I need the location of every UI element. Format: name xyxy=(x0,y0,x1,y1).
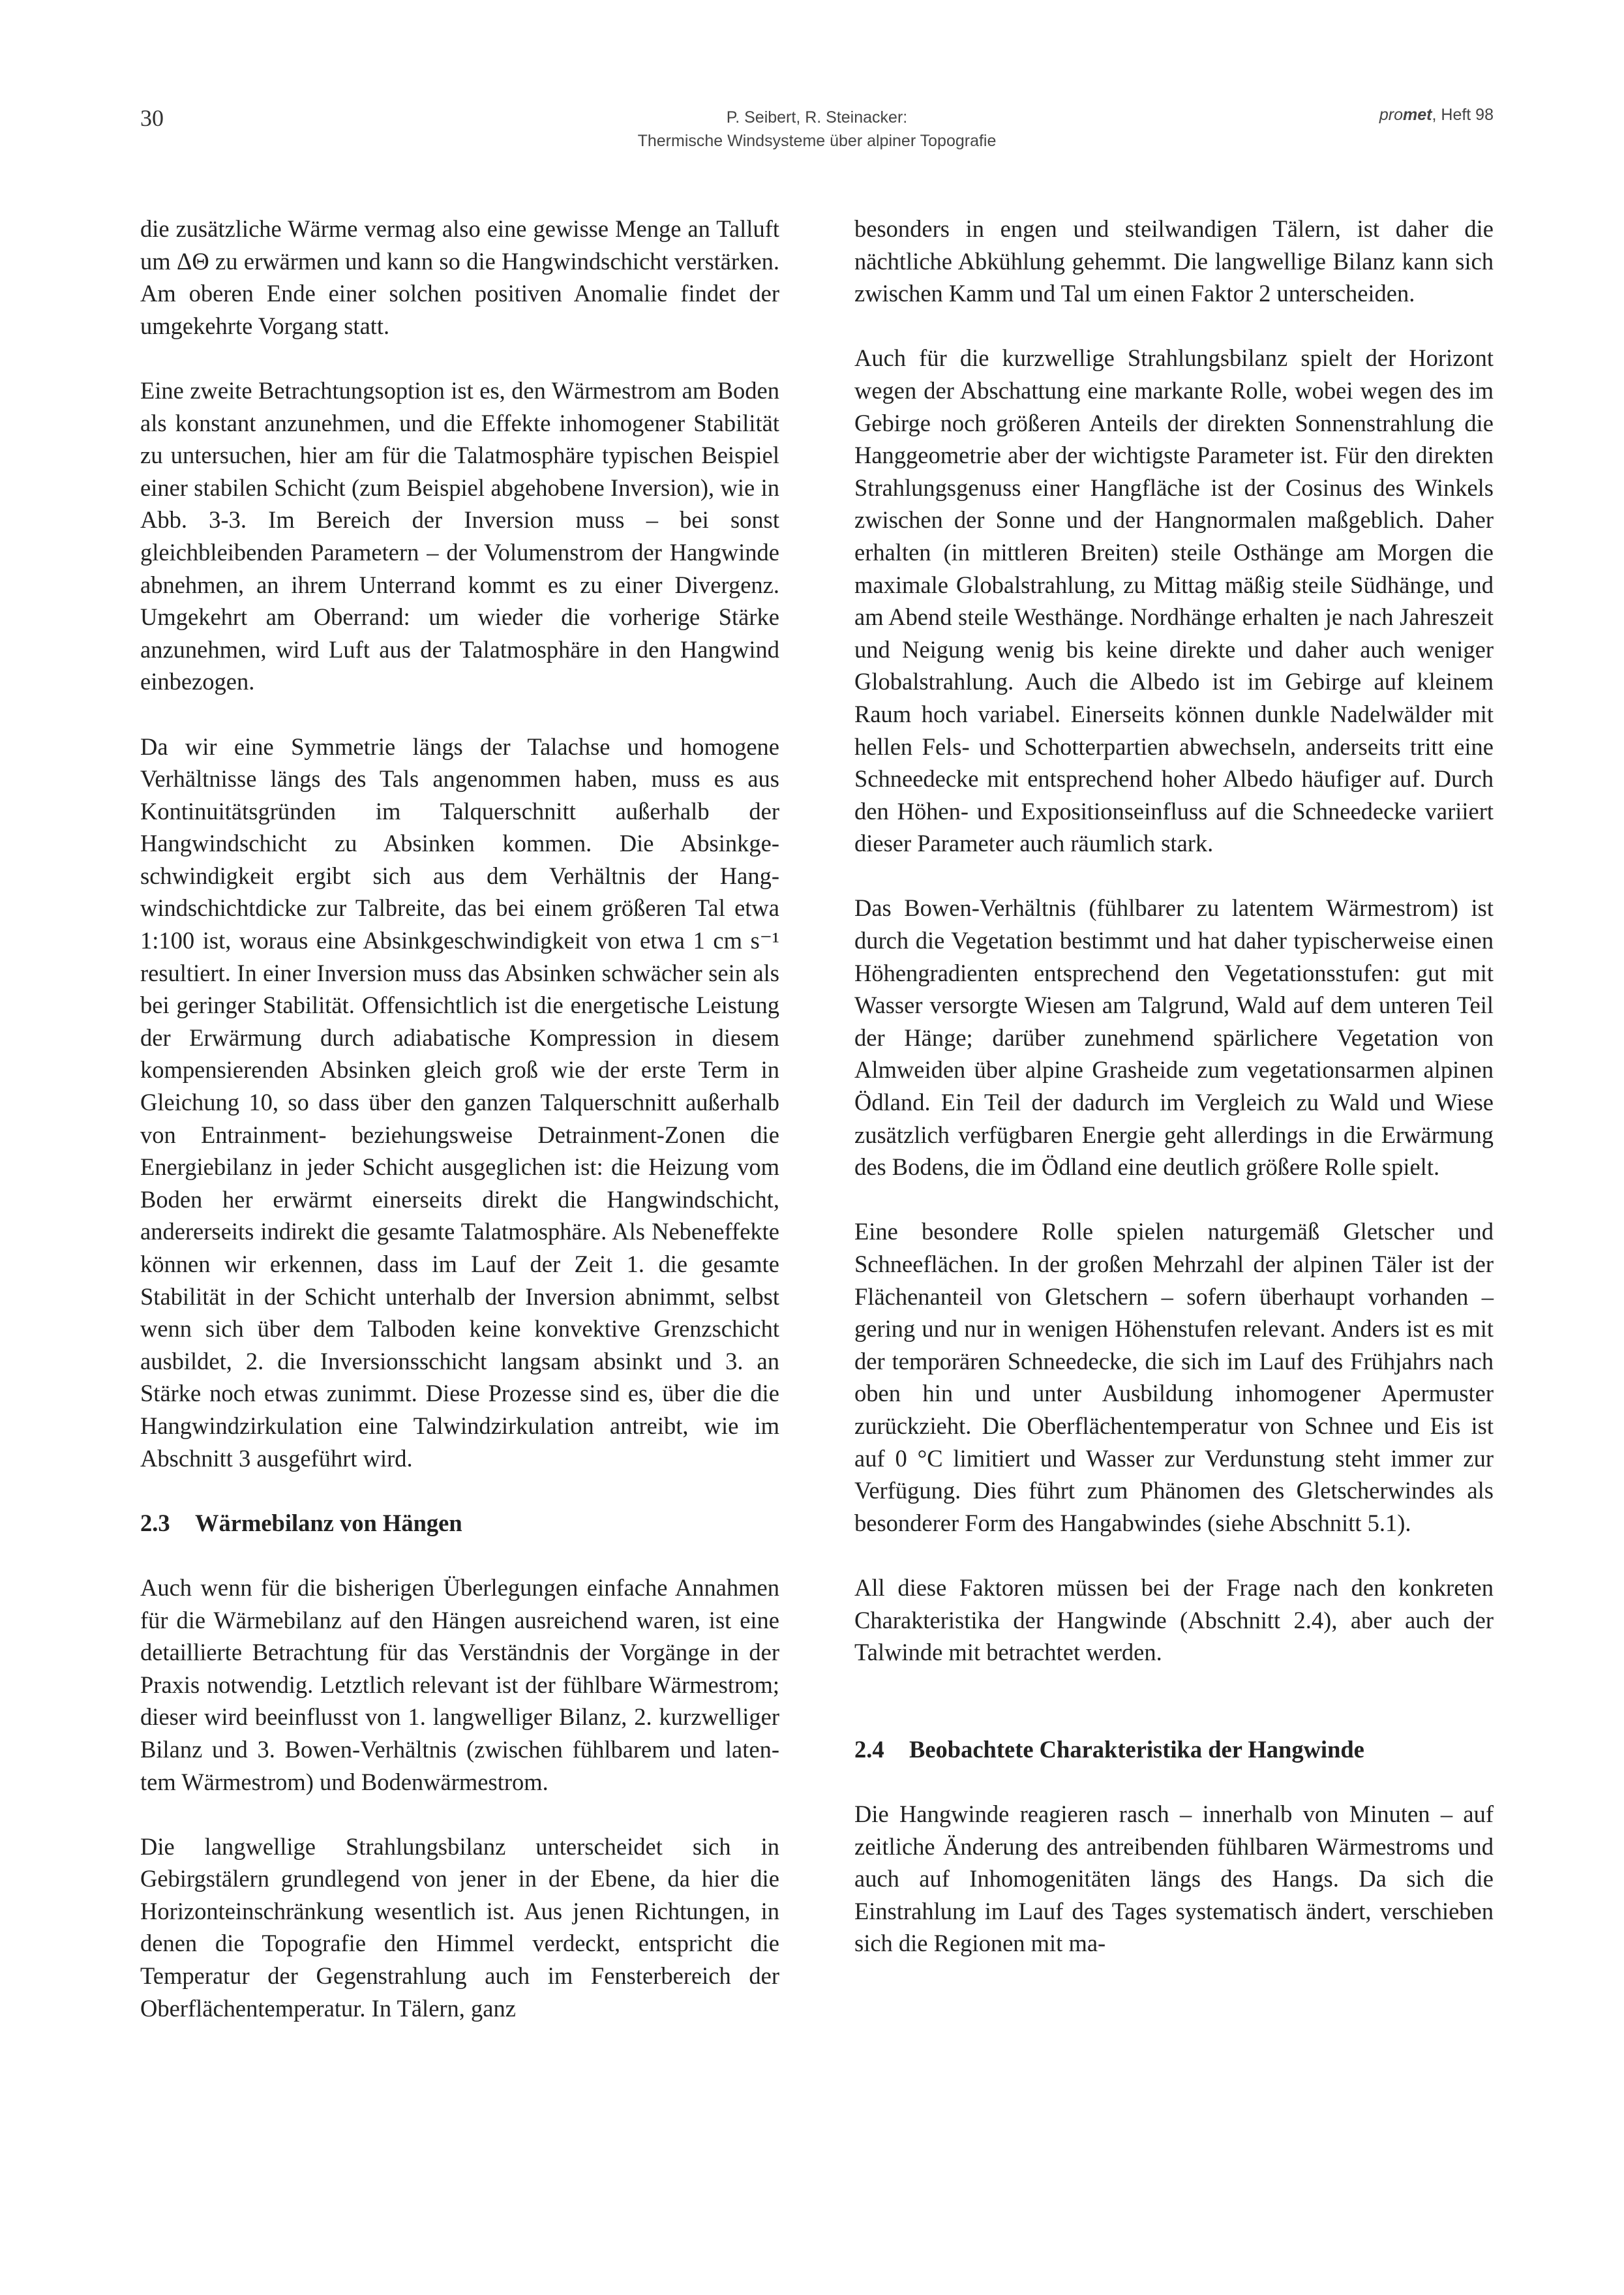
body-paragraph: Eine zweite Betrachtungsoption ist es, den Wärmestrom am Boden als konstant anzunehmen, und die Effekte inhomogener Stabilität zu untersuchen, hier am für die Talatmosphäre typischen Beispiel einer stabilen Schicht (zum Beispiel abgehobene Inversion), wie in Abb. 3-3. Im Bereich der Inversion muss – bei sonst gleichbleibenden Parametern – der Volumenstrom der Hangwinde abnehmen, an ihrem Unterrand kommt es zu einer Divergenz. Umgekehrt am Oberrand: um wieder die vorherige Stärke anzunehmen, wird Luft aus der Talatmosphäre in den Hangwind einbezogen. xyxy=(140,376,779,695)
journal-name-met: met xyxy=(1403,106,1432,124)
body-paragraph: besonders in engen und steilwandigen Tälern, ist daher die nächtliche Abkühlung gehemmt. Die langwellige Bilanz kann sich zwischen Kamm und Tal um einen Faktor 2 unterscheiden. xyxy=(854,215,1494,307)
section-heading xyxy=(140,1507,779,1540)
body-paragraph: Eine besondere Rolle spielen naturgemäß Gletscher und Schneeflächen. In der großen Mehrzahl der alpinen Täler ist der Flächenanteil von Gletschern – sofern überhaupt vorhanden – gering und nur in wenigen Höhenstufen relevant. Anders ist es mit der temporären Schneedecke, die sich im Lauf des Frühjahrs nach oben hin und unter Ausbildung inhomogener Apermuster zurückzieht. Die Oberflächentemperatur von Schnee und Eis ist auf 0 °C limitiert und Wasser zur Verdunstung steht immer zur Verfügung. Dies führt zum Phänomen des Gletscherwindes als besonderer Form des Hangabwindes (siehe Abschnitt 5.1). xyxy=(854,1218,1494,1536)
body-paragraph: Auch für die kurzwellige Strahlungsbilanz spielt der Horizont wegen der Abschattung eine markante Rolle, wobei wegen des im Gebirge noch größeren Anteils der direkten Sonnenstrahlung die Hanggeometrie aber der wichtigste Parameter ist. Für den direkten Strahlungsgenuss einer Hangfläche ist der Cosinus des Winkels zwischen der Sonne und der Hangnormalen maßgeblich. Daher erhalten (in mittleren Breiten) steile Osthänge am Morgen die maximale Globalstrahlung, zu Mittag mäßig steile Südhänge, und am Abend steile Westhänge. Nordhänge erhalten je nach Jahreszeit und Neigung wenig bis keine direkte und daher auch weniger Globalstrahlung. Auch die Albedo ist im Gebirge auf kleinem Raum hoch variabel. Einerseits können dunkle Nadelwälder mit hellen Fels- und Schotterpartien abwechseln, anderseits tritt eine Schneedecke mit entsprechend hoher Albedo häufiger auf. Durch den Höhen- und Expositionseinfluss auf die Schneedecke variiert dieser Parameter auch räumlich stark. xyxy=(854,344,1494,857)
issue-number: , Heft 98 xyxy=(1432,106,1494,124)
body-paragraph: Die langwellige Strahlungsbilanz unterscheidet sich in Gebirgstälern grundlegend von jener in der Ebene, da hier die Horizonteinschränkung wesentlich ist. Aus jenen Richtungen, in denen die Topografie den Himmel verdeckt, entspricht die Temperatur der Gegenstrahlung auch im Fensterbereich der Oberflächentemperatur. In Tälern, ganz xyxy=(140,1832,779,2022)
left-column xyxy=(140,213,779,2209)
running-head xyxy=(140,106,1494,153)
section-title: Beobachtete Charakteristika der Hangwinde xyxy=(909,1735,1364,1763)
journal-name-pro: pro xyxy=(1379,106,1404,124)
body-paragraph: die zusätzliche Wärme vermag also eine gewisse Menge an Talluft um ΔΘ zu erwärmen und kann so die Hangwindschicht verstärken. Am oberen Ende einer solchen positiven Anomalie findet der umgekehrte Vorgang statt. xyxy=(140,215,779,339)
right-column xyxy=(854,213,1494,2209)
section-heading xyxy=(854,1733,1494,1766)
journal-issue xyxy=(1379,106,1494,125)
page-number: 30 xyxy=(140,105,164,131)
page-header xyxy=(140,104,1494,157)
section-title: Wärmebilanz von Hängen xyxy=(195,1509,462,1536)
body-paragraph: Da wir eine Symmetrie längs der Talachse und homogene Verhältnisse längs des Tals angenommen haben, muss es aus Kontinuitätsgründen im Talquerschnitt außerhalb der Hangwindschicht zu Absinken kommen. Die Absinkgeschwindigkeit ergibt sich aus dem Verhältnis der Hangwindschichtdicke zur Talbreite, das bei einem größeren Tal etwa 1:100 ist, woraus eine Absinkgeschwindigkeit von etwa 1 cm s⁻¹ resultiert. In einer Inversion muss das Absinken schwächer sein als bei geringer Stabilität. Offensichtlich ist die energetische Leistung der Erwärmung durch adiabatische Kompression in diesem kompensierenden Absinken gleich groß wie der erste Term in Gleichung 10, so dass über den ganzen Talquerschnitt außerhalb von Entrainment- beziehungsweise Detrainment-Zonen die Energiebilanz in jeder Schicht ausgeglichen ist: die Heizung vom Boden her erwärmt einerseits direkt die Hangwindschicht, andererseits indirekt die gesamte Talatmosphäre. Als Nebeneffekte können wir erkennen, dass im Lauf der Zeit 1. die gesamte Stabilität in der Schicht unterhalb der Inversion abnimmt, selbst wenn sich über dem Talboden keine konvektive Grenzschicht ausbildet, 2. die Inversionsschicht langsam absinkt und 3. an Stärke noch etwas zunimmt. Diese Prozesse sind es, über die die Hangwindzirkulation eine Talwindzirkulation antreibt, wie im Abschnitt 3 ausgeführt wird. xyxy=(140,733,779,1472)
running-head-title: Thermische Windsysteme über alpiner Topografie xyxy=(637,132,997,150)
journal-name xyxy=(1379,106,1432,124)
section-number: 2.3 xyxy=(140,1509,170,1536)
section-number: 2.4 xyxy=(854,1735,884,1763)
running-head-authors: P. Seibert, R. Steinacker: xyxy=(726,108,908,127)
body-paragraph: Auch wenn für die bisherigen Überlegungen einfache Annahmen für die Wärmebilanz auf den Hängen ausreichend waren, ist eine detaillierte Betrachtung für das Verständnis der Vorgänge in der Praxis notwendig. Letztlich relevant ist der fühlbare Wärmestrom; dieser wird beeinflusst von 1. langwelliger Bilanz, 2. kurzwelliger Bilanz und 3. Bowen-Verhältnis (zwischen fühlbarem und latentem Wärmestrom) und Bodenwärmestrom. xyxy=(140,1573,779,1795)
body-paragraph: All diese Faktoren müssen bei der Frage nach den konkreten Charakteristika der Hangwinde (Abschnitt 2.4), aber auch der Talwinde mit betrachtet werden. xyxy=(854,1573,1494,1666)
body-paragraph: Die Hangwinde reagieren rasch – innerhalb von Minuten – auf zeitliche Änderung des antreibenden fühlbaren Wärmestroms und auch auf Inhomogenitäten längs des Hangs. Da sich die Einstrahlung im Lauf des Tages systematisch ändert, verschieben sich die Regionen mit ma- xyxy=(854,1800,1494,1957)
body-paragraph: Das Bowen-Verhältnis (fühlbarer zu latentem Wärmestrom) ist durch die Vegetation bestimmt und hat daher typischerweise einen Höhengradienten entsprechend den Vegetationsstufen: gut mit Wasser versorgte Wiesen am Talgrund, Wald auf dem unteren Teil der Hänge; darüber zunehmend spärlichere Vegetation von Almweiden über alpine Grasheide zum vegetationsarmen alpinen Ödland. Ein Teil der dadurch im Vergleich zu Wald und Wiese zusätzlich verfügbaren Energie geht allerdings in die Erwärmung des Bodens, die im Ödland eine deutlich größere Rolle spielt. xyxy=(854,894,1494,1181)
